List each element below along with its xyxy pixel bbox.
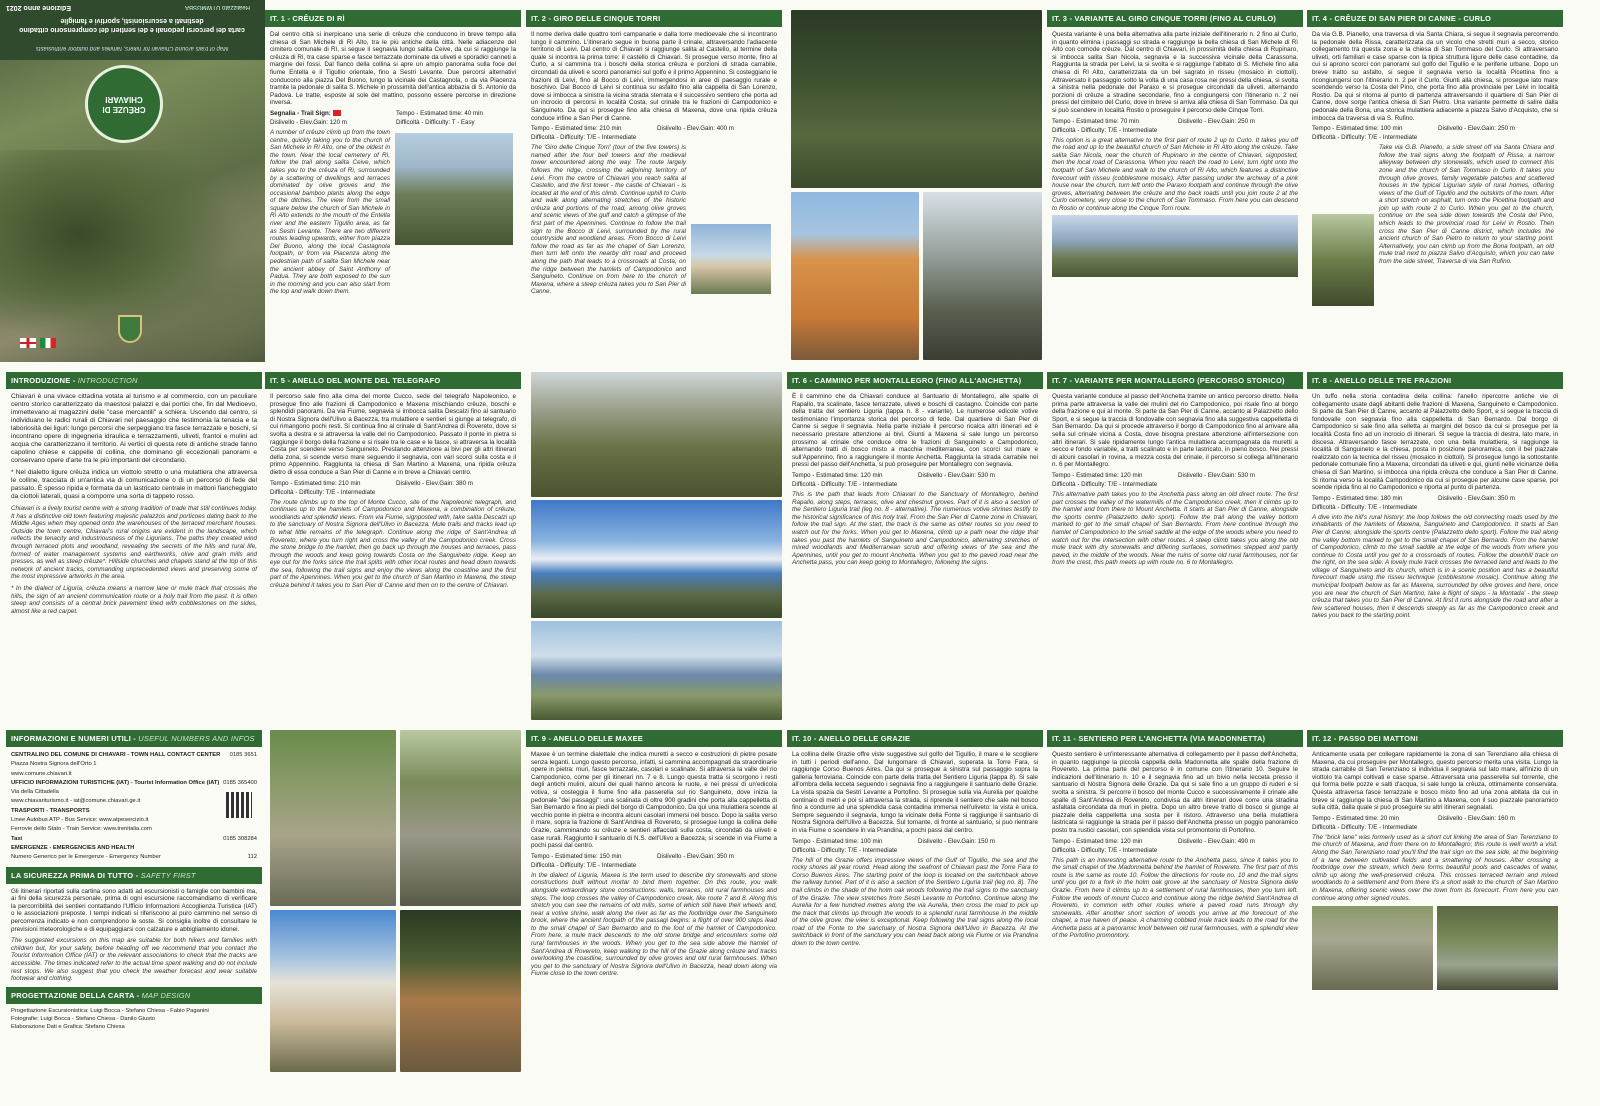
info-row: Via della Cittadella — [11, 789, 59, 796]
route-7-elev: Dislivello - Elev.Gain: 530 m — [1178, 471, 1255, 479]
info-panel — [6, 730, 262, 1100]
route-8-time: Tempo - Estimated time: 180 min — [1312, 494, 1403, 502]
route-2-elev: Dislivello - Elev.Gain: 400 m — [657, 125, 734, 133]
route-4-diff: Difficoltà - Difficulty: T/E - Intermediate — [1312, 134, 1418, 142]
route-10-panel — [787, 730, 1043, 1100]
route-10-title: IT. 10 - ANELLO DELLE GRAZIE — [787, 730, 1043, 747]
route-3-meta — [1047, 115, 1303, 137]
intro-title: INTRODUZIONE - INTRODUCTION — [6, 372, 262, 389]
route-4-panel — [1307, 10, 1563, 362]
design-title: PROGETTAZIONE DELLA CARTA - MAP DESIGN — [6, 987, 262, 1004]
route-2-time: Tempo - Estimated time: 210 min — [531, 125, 622, 133]
route-3-text-en: This option is a great alternative to the first part of route 2 up to Curlo. It takes you off the road and up to the beautiful church of San Michele in Rì Alto along the crêuze. Take salita San Nicola, near the church of Rupinaro in the centre of Chiavari, signposted, then the local road of Carassona. When you reach the road to Leivi, turn right onto the footpath of San Michele and walk to the church of Rì Alto, which features a distinctive forecourt with risseu (cobblestone mosaic). After passing under the archway of a pink house near the church, turn left onto the Paraxo footpath and continue through the olive groves, alternating between the crêuze and the back roads until you join route 2 at the Curlo cemetery, very close to the church of San Tommaso. From here you can descend to Rostio or continue along the Cinque Torri route. — [1052, 136, 1298, 212]
route-9-diff: Difficoltà - Difficulty: T/E - Intermediate — [531, 861, 637, 869]
route-6-panel — [787, 372, 1043, 720]
info-row: EMERGENZE - EMERGENCIES AND HEALTH — [11, 844, 135, 851]
info-row: CENTRALINO DEL COMUNE DI CHIAVARI - TOWN HALL CONTACT CENTER 0185 3651 — [11, 752, 257, 758]
photo-church-orange — [791, 192, 919, 360]
logo-badge — [85, 65, 163, 143]
route-6-diff: Difficoltà - Difficulty: T/E - Intermediate — [792, 480, 898, 488]
route-5-diff: Difficoltà - Difficulty: T/E - Intermediate — [270, 488, 376, 496]
route-10-text-en: The hill of the Grazie offers impressive views of the Gulf of Tigullio, the sea and the rocky shores all year round. Head along the seafront of Chiavari past the Torre Fara to Corso Buenos Aires. The starting point of the loop is located on the switchback above the railway tunnel. Part of it is also a section of the Sentiero Liguria trail (leg no. 8). The trail climbs in the shade of the holm oak woods following the trail signs to the sanctuary of the Grazie. The view stretches from Sestri Levante to Portofino. Continue along the Aurelia for a few hundred metres along the via Aurelia, then cross the road to pick up the track that climbs up through the woods to a splendid rural farmhouse in the middle of the olive grove: the view is exceptional. Keep following the trail signs along the local road of the Fonte to the sanctuary of Nostra Signora dell'Ulivo in Bacezza. At the switchback in front of the sanctuary you can head back along via Fiume or via Prandina down to the town centre. — [792, 856, 1038, 948]
safety-text-it: Gli itinerari riportati sulla cartina sono adatti ad escursionisti o famiglie con bambini ma, ai fini della sicurezza personale, prima di ogni escursione raccomandiamo di verificare la percorribilità dei sentieri contattando l'Ufficio Informazioni Accoglienza Turistica (IAT) o le associazioni preposte. I tempi indicati si riferiscono al puro cammino nel senso di percorrenza indicato e non comprendono le soste. Si consiglia inoltre di consultare le previsioni meteorologiche e di equipaggiarsi con calzature e abbigliamento idonei. — [11, 887, 257, 933]
route-1-elev: Dislivello - Elev.Gain: 120 m — [270, 118, 347, 126]
info-list — [6, 747, 262, 867]
route-12-elev: Dislivello - Elev.Gain: 160 m — [1438, 814, 1515, 822]
route-12-title: IT. 12 - PASSO DEI MATTONI — [1307, 730, 1563, 747]
route-9-time: Tempo - Estimated time: 150 min — [531, 852, 622, 860]
route-2-meta — [526, 122, 782, 144]
route-1-sign: Segnalia - Trail Sign: — [270, 109, 331, 117]
route-1-time: Tempo - Estimated time: 40 min — [396, 109, 483, 117]
route-8-title: IT. 8 - ANELLO DELLE TRE FRAZIONI — [1307, 372, 1563, 389]
route-5-elev: Dislivello - Elev.Gain: 380 m — [396, 479, 473, 487]
route-7-meta — [1047, 469, 1303, 491]
route-5-title: IT. 5 - ANELLO DEL MONTE DEL TELEGRAFO — [265, 372, 521, 389]
route-12-diff: Difficoltà - Difficulty: T/E - Intermediate — [1312, 823, 1418, 831]
route-6-title: IT. 6 - CAMMINO PER MONTALLEGRO (FINO ALL'ANCHETTA) — [787, 372, 1043, 389]
route-4-meta — [1307, 122, 1563, 144]
route-5-meta — [265, 477, 521, 499]
route-8-panel — [1307, 372, 1563, 720]
route-5-panel — [265, 372, 521, 720]
route-4-title: IT. 4 - CRÊUZE DI SAN PIER DI CANNE - CURLO — [1307, 10, 1563, 27]
credit-line: Elaborazione Dati e Grafica: Stefano Chiesa — [11, 1023, 125, 1030]
intro-title-en: INTRODUCTION — [77, 376, 138, 385]
route-12-text-en: The "brick lane" was formerly used as a short cut linking the area of San Terenziano to the church of Maxena, and from there on to Montallegro; this route is well worth a visit. Along the San Terenziano road you'll find the trail sign on the sea side, at the beginning of a lane between cultivated fields and a smattering of houses. After crossing a footbridge over the stream, which here forms beautiful pools and cascades of water, climb up along the well-preserved crêuza. This crosses terraced terrain and mixed woodlands to a settlement and from there it's a short walk to the church of San Martino in Maxena, offering scenic views over the town from its forecourt. From here you can continue along other signed routes. — [1312, 833, 1558, 902]
route-3-diff: Difficoltà - Difficulty: T/E - Intermediate — [1052, 126, 1158, 134]
photo-coast-view — [531, 621, 782, 720]
uk-flag-icon — [20, 338, 36, 348]
info-row[interactable]: www.comune.chiavari.it — [11, 770, 72, 777]
route-1-diff: Difficoltà - Difficulty: T - Easy — [396, 118, 475, 126]
info-row[interactable]: www.chiavariturismo.it - iat@comune.chiavari.ge.it — [11, 798, 141, 805]
design-title-en: MAP DESIGN — [141, 990, 191, 1000]
credit-label: Realizzato UTWMGSBA — [184, 4, 250, 10]
route-11-diff: Difficoltà - Difficulty: T/E - Intermediate — [1052, 846, 1158, 854]
route-10-time: Tempo - Estimated time: 100 min — [792, 837, 883, 845]
route-4-elev: Dislivello - Elev.Gain: 250 m — [1438, 125, 1515, 133]
logo-text: CRÊUZE DI CHIAVARI — [102, 95, 146, 114]
info-row[interactable]: Ferrovie dello Stato - Train Service: www.trenitalia.com — [11, 826, 152, 833]
route-1-photo — [395, 133, 513, 245]
route-1-text-it: Dal centro città si inerpicano una serie di crêuze che conducono in breve tempo alla chiesa di San Michele di Rì Alto, tra le più antiche della città. Nelle adiacenze del cimitero comunale di Rì, si segue il segnavia lungo salita Ceive, da cui si raggiunge la crêuza di Rì, tra case sparse e fasce terrazzate dominate da uliveti e sporadici canneti a margine dei fossi. Dal fianco della collina si apre un ampio panorama sulla foce del fiume Entella e il Tigullio orientale, fino a Sestri Levante. Due percorsi alternativi conducono alla piazza Del Buono, lungo la vicinale dei Castagnola, o da via Piacenza tramite la pedonale di salita S. Michele in prossimità dell'antica abbazia di S. Antonio da Padova. Le tratte, esposte al sole del mattino, possono essere percorse in direzione inversa. — [270, 31, 516, 107]
safety-title: LA SICUREZZA PRIMA DI TUTTO - SAFETY FIRST — [6, 867, 262, 884]
route-8-text-it: Un tuffo nella storia contadina della collina: l'anello ripercorre antiche vie di collegamento usate dagli abitanti delle frazioni di Maxena, Sanguineto e Campodonico. Si parte da San Pier di Canne, accanto al Palazzetto dello Sport, e si segue la traccia di fondovalle con segnavia fino alla cappelletta di San Bernardo. Dal borgo di Campodonico si sale fino alla selletta ai margini del bosco da cui si prosegue per la località Costa fino ad un incrocio di itinerari. Si segue la traccia di destra, lato mare, in discesa. Attraversando fasce terrazzate, con una bella mulattiera, si raggiunge la località di Sanguineto e la chiesa, posta in posizione panoramica, con il bel piazzale realizzato con la tecnica del risseu (mosaico in ciottoli). Si prosegue lungo la sottostante pedonale comunale fino a Maxena, circondati da uliveti e qui, giunti nelle vicinanze della chiesa di San Martino, si imbocca una ripida crêuza che conduce a San Pier di Canne. Si ritorna verso la località Campodonico da cui si prosegue per alcune case sparse, poi scende ripida fino al rio Campodonico e riporta al punto di partenza. — [1312, 393, 1558, 492]
route-12-panel — [1307, 730, 1563, 1100]
photo-stone-lane — [270, 730, 396, 906]
route-1-panel — [265, 10, 521, 362]
photo-sea-clouds — [531, 500, 782, 618]
info-row: Piazza Nostra Signora dell'Orto 1 — [11, 761, 97, 768]
route-5-time: Tempo - Estimated time: 210 min — [270, 479, 361, 487]
route-12-photo-path — [1312, 906, 1433, 990]
route-11-elev: Dislivello - Elev.Gain: 490 m — [1178, 837, 1255, 845]
intro-text-it: Chiavari è una vivace cittadina votata al turismo e al commercio, con un peculiare centro storico caratterizzato da maestosi palazzi e dai portici che, fin dal Medioevo, immettevano ai magazzini delle "case mercantili" a schiera. Uscendo dal centro, si individuano le radici rurali di Chiavari nel paesaggio che testimonia la tenacia e la laboriosità dei liguri: lungo percorsi che serpeggiano tra fasce terrazzate e boschi, si incontrano opere di ingegneria idraulica e terrazzamenti, uliveti, frantoi e mulini ad acqua che caratterizzano il territorio. Ai vertici di questa rete di antiche strade fanno capolino chiese e cappelle di collina, che dominano gli eccezionali panorami e conservano opere d'arte tra le più importanti del circondario. — [11, 393, 257, 464]
route-11-meta — [1047, 835, 1303, 857]
route-7-text-it: Questa variante conduce al passo dell'Anchetta tramite un antico percorso diretto. Nella prima parte attraversa la valle dei mulini del rio Campodonico, poi risale fino al borgo della frazione e qui al monte. Si parte da San Pier di Canne, accanto al Palazzetto dello Sport, e si segue la traccia di fondovalle con segnavia fino alla suggestiva cappelletta di San Bernardo. Da qui si procede attraverso il borgo di Campodonico fino al arrivare alla sella sul crinale vicina a Costa, dove bisogna prestare attenzione all'intersezione con altri itinerari. Si sale ripidamente lungo l'antica mulattiera accompagnata da muretti a secco e fondo variabile, a tratti scalinato e in parte lastricato, in pieno bosco. Nei pressi di alcuni casolari in rovina, a mezza costa del crinale, il percorso si collega all'itinerario n. 6 per Montallegro. — [1052, 393, 1298, 469]
route-9-meta — [526, 850, 782, 872]
route-12-time: Tempo - Estimated time: 20 min — [1312, 814, 1399, 822]
route-2-text-it: Il nome deriva dalle quattro torri campanarie e dalla torre medioevale che si incontrano lungo il cammino. L'itinerario segue in buona parte il crinale, attraversando l'adiacente territorio di Leivi. Dal centro di Chiavari si raggiunge salita al Castello, al termine della quale si incontra la prima torre: il castello di Chiavari. Si prosegue verso monte, fino al Curlo, a si cammina tra i boschi della storica crêuza e porzioni di strada carrabile, circondati da uliveti e scorci panoramici sul golfo e il primo Appennino. Si costeggiano le frazioni di Leivi, fino al Bocco di Leivi, immergendosi in aree di paesaggio rurale e boschivo. Dal Bocco di Leivi si continua su asfalto fino alla cappella di San Lorenzo, dove si imbocca a sinistra la vicina strada sterrata e il successivo sentiero che porta ad un incrocio di percorsi in località Costa, sul crinale tra le frazioni di Campodonico e Sanguineto. Da qui si prosegue fino alla chiesa di Maxena, dove una ripida crêuza conduce infine a San Pier di Canne. — [531, 31, 777, 122]
cover-panel — [0, 0, 265, 362]
route-8-elev: Dislivello - Elev.Gain: 350 m — [1438, 494, 1515, 502]
route-3-title: IT. 3 - VARIANTE AL GIRO CINQUE TORRI (FINO AL CURLO) — [1047, 10, 1303, 27]
photo-olive-tree — [531, 372, 782, 497]
route-10-diff: Difficoltà - Difficulty: T/E - Intermediate — [792, 846, 898, 854]
intro-text-en: Chiavari is a lively tourist centre with a strong tradition of trade that still continues today. It has a distinctive old town featuring majestic palazzos and porticoes dating back to the Middle Ages when they opened onto the warehouses of the terraced merchant houses. Outside the town centre, Chiavari's rural origins are evident in the landscape, which reflects the tenacity and industriousness of the Ligurians. The paths they created wind through terraced plots and woodland, revealing the secrets of the hills and rural life, formed of water management systems and earthworks, olive and grain mills and presses, as well as steep crêuze*. Hillside churches and chapels stand at the top of this network of ancient tracks, commanding unprecedented views and preserving some of the most impressive artworks in the area. — [11, 505, 257, 581]
intro-title-it: INTRODUZIONE — [11, 376, 71, 385]
credit-line: Fotografie: Luigi Bocca - Stefano Chiesa - Danilo Giusto — [11, 1015, 156, 1022]
italy-flag-icon — [40, 338, 56, 348]
route-9-elev: Dislivello - Elev.Gain: 350 m — [657, 852, 734, 860]
route-8-meta — [1307, 492, 1563, 514]
edition-label: Edizione anno 2021 — [6, 4, 71, 11]
route-1-meta — [265, 107, 521, 129]
info-row: Numero Generico per le Emergenze - Emergency Number 112 — [11, 854, 257, 861]
route-6-text-it: È il cammino che da Chiavari conduce al Santuario di Montallegro, alle spalle di Rapallo, tra scalinate, fasce terrazzate, uliveti e boschi di castagno. Coincide con parte della tratta del sentiero Liguria (tappa n. 8 - variante). Le numerose edicole votive testimoniano l'importanza storica del percorso di fede. Dal quartiere di San Pier di Canne si segue il segnavia. Nella parte iniziale il percorso ricalca altri itinerari ed è necessario prestare attenzione ai bivi. Giunti a Maxena si sale lungo un percorso prossimo al crinale che conduce oltre le frazioni di Sanguineto e Campodonico, alternando tratti di bosco misto a macchia mediterranea, con scorci sul mare e sull'Appennino, fino a raggiungere il monte Anchetta. Raggiunta la strada carrabile nei pressi del passo dell'Anchetta, si può proseguire per Montallegro con segnavia. — [792, 393, 1038, 469]
route-3-text-it: Questa variante è una bella alternativa alla parte iniziale dell'itinerario n. 2 fino al Curlo, in quanto elimina i passaggi su strada e raggiunge la bella chiesa di San Michele di Rì Alto con comode crêuze. Dal centro di Chiavari, in prossimità della chiesa di Rupinaro, si imbocca salita San Nicola, segnavia e la successiva vicinale della Carassona. Raggiunta la strada per Leivi, la si svolta e si raggiunge l'abitato di S. Michele fino alla chiesa di Rì Alto, caratterizzata da un bel sagrato in risseu (mosaico in ciottoli). Attraversato il passaggio sotto la volta di una casa rosa nei pressi della chiesa, si svolta a sinistra nella pedonale del Paraxo e si prosegue circondati da uliveti, alternando porzioni di crêuze a stradine secondarie, fino a congiungersi con l'itinerario n. 2 nei pressi del cimitero del Curlo, dove in breve si arriva alla chiesa di San Tommaso. Da qui si può scendere in località Rostio o proseguire il percorso delle Cinque Torri. — [1052, 31, 1298, 114]
intro-note-it: * Nel dialetto ligure crêuza indica un viottolo stretto o una mulattiera che attraversa le colline, tracciata di un'antica via di comunicazione o di un percorso di fede del passato. È spesso ripida e formata da un lastricato centrale in mattoni fiancheggiato da ciottoli laterali, quasi a comporre una sorta di tappeto rosso. — [11, 469, 257, 500]
route-7-time: Tempo - Estimated time: 120 min — [1052, 471, 1143, 479]
route-9-panel — [526, 730, 782, 1100]
credit-line: Progettazione Escursionistica: Luigi Bocca - Stefano Chiesa - Fabio Paganini — [11, 1007, 209, 1014]
route-11-title: IT. 11 - SENTIERO PER L'ANCHETTA (VIA MADONNETTA) — [1047, 730, 1303, 747]
route-11-time: Tempo - Estimated time: 120 min — [1052, 837, 1143, 845]
info-row: TRASPORTI - TRANSPORTS — [11, 807, 90, 814]
info-row[interactable]: Linee Autobus ATP - Bus Service: www.atpesercizio.it — [11, 817, 149, 824]
route-9-title: IT. 9 - ANELLO DELLE MAXEE — [526, 730, 782, 747]
route-2-panel — [526, 10, 782, 362]
info-title-en: USEFUL NUMBERS AND INFOS — [138, 734, 255, 743]
photo-stone-house — [400, 910, 521, 1072]
route-5-text-it: Il percorso sale fino alla cima del monte Cucco, sede del telegrafo Napoleonico, e prosegue fino alle frazioni di Campodonico e Maxena mischiando crêuze, boschi e splendidi panorami. Da via Fiume, segnavia si imbocca salita Descalzi fino al santuario di Nostra Signora dell'Ulivo a Bacezza, tra mulattiere e sentieri si giunge al telegrafo, di cui rimangono pochi resti. Si continua fino al crinale di Sant'Andrea di Rovereto, dove si svolta a destra e si attraversa la valle del rio Campodonico. Passato il ponte in pietra si raggiunge il borgo della frazione e si risale tra le case e le fasce, si attraversa la località Costa per scendere verso Sanguineto. Prestando attenzione ai bivi per gli altri itinerari della zona, si scende verso mare seguendo il segnavia, con vari scorci sulla costa e il primo Appennino. Raggiunta la chiesa di San Martino a Maxena, una ripida crêuza dietro di essa conduce a San Pier di Canne e in breve a Chiavari centro. — [270, 393, 516, 476]
route-9-text-it: Maxee è un termine dialettale che indica muretti a secco e costruzioni di pietre posate senza leganti. Lungo questo percorso, infatti, si cammina accompagnati da straordinarie opere in pietra: muri, fasce terrazzate, casolari e scalinate. Si attraversa la valle del rio Campodonico, come per gli itinerari nn. 7 e 8. Lungo questa tratta si scorgono i resti degli antichi mulini, alcuni dei quali hanno ancora le ruote, e nei pressi di un'edicola votiva, si costeggia il fiume fino alla passerella sul rio Sanguineto, dove inizia la pedonale "dei passaggi": una scalinata di oltre 900 gradini che porta alla cappelletta di San Bernardo e fino ai piedi del borgo di Campodonico. Da qui una mulattiera scende al vecchio ponte in pietra e incontra alcuni casolari immersi nel bosco. Dopo la salita verso il mare, sopra la frazione di Sant'Andrea di Rovereto, si prosegue lungo la collina delle Grazie, camminando su crêuze e sentieri affacciati sulla costa, circondati da uliveti e case rurali. Raggiunto il santuario di N.S. dell'Ulivo a Bacezza, si scende in via Fiume a pochi passi dal centro. — [531, 751, 777, 850]
intro-note-en: * In the dialect of Liguria, crêuza means a narrow lane or mule track that crosses the hills, the sign of an ancient communication route or a holy trail from the past. It is often steep and consists of a central brick pavement lined with cobblestones on the sides, almost like a red carpet. — [11, 584, 257, 615]
route-2-diff: Difficoltà - Difficulty: T/E - Intermediate — [531, 134, 637, 142]
route-11-text-it: Questo sentiero è un'interessante alternativa di collegamento per il passo dell'Anchetta, in quanto raggiunge la piccola cappella della Madonnetta alle spalle della frazione di Rovereto. La prima parte del percorso è in comune con l'itinerario 10. Seguire le indicazioni dell'itinerario n. 10 e il segnavia fino ad un bivio nella lecceta presso il santuario di Nostra Signora delle Grazie. Da qui si sale fino a un gruppo di ruderi e si svolta a sinistra. Si percorre il bosco del monte Cucco e successivamente il crinale alle spalle di Sant'Andrea di Rovereto, condivisa da altri itinerari dove corre una stradina asfaltata circondata da muri in pietra. Dopo un altro breve tratto di bosco si giunge al piazzale della cappelletta una sosta per il ristoro. Attraverso una bella mulattiera lastricata si raggiunge la strada per il passo dell'Anchetta presso un poggio panoramico posto tra rustici casolari, con splendida vista sul promontorio di Portofino. — [1052, 751, 1298, 834]
intro-panel — [6, 372, 262, 720]
route-4-text-en: Take via G.B. Pianello, a side street off via Santa Chiara and follow the trail signs along the footpath of Rissa, a narrow alleyway between dry stonewalls, which used to connect this zone and the church of San Tommaso in Curlo. It takes you through olive groves, family vegetable patches and scattered houses in the typical Ligurian style of rural homes, offering views of the Gulf of Tigullio and the outskirts of the town. After a short stretch on asphalt, turn onto the Picettina footpath and join up with route 2 to Curlo. When you get to the church, continue on the sea side down towards the Costa del Pino, which leads to the provincial road for Leivi in Rostio. Then cross the San Pier di Canne district, which includes the ancient church of San Pietro to return to your starting point. Alternatively, you can climb up from the Bona footpath, an old mule trail next to piazza Salvo d'Acquisto, which you can take from the side street, Traversa di via San Rufino. — [1379, 144, 1554, 266]
photo-olive-grove — [400, 730, 521, 906]
route-3-panel — [1047, 10, 1303, 362]
route-2-title: IT. 2 - GIRO DELLE CINQUE TORRI — [526, 10, 782, 27]
route-10-elev: Dislivello - Elev.Gain: 150 m — [918, 837, 995, 845]
photo-village-lane — [923, 192, 1042, 360]
info-title: INFORMAZIONI E NUMERI UTILI - USEFUL NUMBERS AND INFOS — [6, 730, 262, 747]
route-3-time: Tempo - Estimated time: 70 min — [1052, 117, 1139, 125]
route-7-title: IT. 7 - VARIANTE PER MONTALLEGRO (PERCORSO STORICO) — [1047, 372, 1303, 389]
route-1-title: IT. 1 - CRÊUZE DI RÌ — [265, 10, 521, 27]
safety-text-en: The suggested excursions on this map are suitable for both hikers and families with children but, for your safety, before heading off we recommend that you contact the Tourist Information Office (IAT) or the relevant associations to check that the tracks are accessible. The times indicated refer to the actual time spent walking and do not include rest stops. We also suggest that you check the weather forecast and wear suitable footwear and clothing. — [11, 937, 257, 983]
safety-title-en: SAFETY FIRST — [140, 870, 196, 880]
photo-church-facade — [791, 10, 1042, 188]
route-8-diff: Difficoltà - Difficulty: T/E - Intermediate — [1312, 503, 1418, 511]
route-7-text-en: This alternative path takes you to the Anchetta pass along an old direct route. The first part crosses the valley of the watermills of the Campodonico creek, then it climbs up to the hamlet and from there to Mount Anchetta. It starts at San Pier di Canne, alongside the sports centre (Palazzetto dello sport). Follow the trail along the valley bottom marked to get to the small chapel of San Bernardo. From here continue through the hamlet of Campodonico to the small saddle at the edge of the woods where you need to watch out for the intersection with other routes. A steep climb takes you along the old mule track with dry stonewalls and differing surfaces, sometimes stepped and partly paved, in the middle of the woods. Near the ruins of some old rural farmhouses, not far from the crest, this path meets up with route no. 6 to Montallegro. — [1052, 490, 1298, 567]
info-row: UFFICIO INFORMAZIONI TURISTICHE (IAT) - Tourist Information Office (IAT) 0185 365400 — [11, 779, 257, 786]
route-12-photo-stream — [1437, 906, 1558, 990]
route-7-diff: Difficoltà - Difficulty: T/E - Intermediate — [1052, 480, 1158, 488]
route-11-text-en: This path is an interesting alternative route to the Anchetta pass, since it takes you to the small chapel of the Madonnetta behind the hamlet of Rovereto. The first part of this route is the same as route 10. Follow the directions for route no. 10 and the trail signs until you get to a fork in the holm oak grove at the sanctuary of Nostra Signora delle Grazie. From here it climbs up to a settlement of rural farmhouses, then you turn left. Follow the woods of mount Cucco and continue along the ridge behind Sant'Andrea di Rovereto, in common with other routes where a paved road runs through dry stonewalls. After another short section of woods you arrive at the forecourt of the chapel, a true haven of peace. A charming cobbled mule track leads to the road for the Anchetta pass at a panoramic knoll between old rural farmhouses, with a splendid view of the Portofino promontory. — [1052, 856, 1298, 940]
qr-code-icon[interactable] — [226, 792, 252, 818]
info-title-it: INFORMAZIONI E NUMERI UTILI — [11, 734, 131, 743]
route-5-text-en: The route climbs up to the top of Monte Cucco, site of the Napoleonic telegraph, and continues up to the hamlets of Campodonico and Maxena, a combination of crêuze, woodlands and splendid views. From via Fiume, signposted with, take salita Descalzi up to the sanctuary of Nostra Signora dell'Ulivo in Bacezza. Mule trails and tracks lead up to what little remains of the telegraph. Continue along the ridge of Sant'Andrea di Rovereto, where you turn right and cross the valley of the Campodonico creek. Cross the stone bridge to the hamlet, then go back up through the houses and terraces, pass through the woods and keep going towards Costa on the Sanguineto ridge. Keep an eye out for the forks since the trail splits with other local routes and head down towards the sea, following the trail signs and enjoy the views along the coastline and the first part of the Apennines. When you get to the church of San Martino in Maxena, the steep crêuza behind it takes you to San Pier di Canne and then on to the centre of Chiavari. — [270, 498, 516, 590]
photo-chapel — [270, 910, 396, 1072]
route-2-photo — [691, 224, 771, 294]
route-3-elev: Dislivello - Elev.Gain: 250 m — [1178, 117, 1255, 125]
route-6-time: Tempo - Estimated time: 120 min — [792, 471, 883, 479]
route-12-text-it: Anticamente usata per collegare rapidamente la zona di san Terenziano alla chiesa di Maxena, da cui proseguire per Montallegro, questo percorso merita una visita. Lungo la strada carrabile di San Terenziano si individua il segnavia sul lato mare, all'inizio di un viottolo tra campi coltivati e case sparse. Attraversata una passerella sul torrente, che qui forma belle pozze e salti d'acqua, si sale lungo la crêuza, ottimamente conservata. Questa attraversa fasce terrazzate e bosco misto fino ad una zona abitata da cui in breve si raggiunge la chiesa di San Martino a Maxena, con il suo piazzale panoramico sulla città, dalla quale si può proseguire su altri itinerari segnalati. — [1312, 751, 1558, 812]
route-4-text-it: Da via G.B. Pianello, una traversa di via Santa Chiara, si segue il segnavia percorrendo la pedonale della Rissa, caratterizzata da un vicolo che stretti muri a secco, storico collegamento tra questa zona e la chiesa di San Tommaso del Curlo. Si attraversano uliveti, orti familiari e case sparse con la tipica struttura ligure delle case contadine, da cui si aprono scorci con panorami sul golfo del Tigullio e le periferie urbane. Dopo un breve tratto su asfalto, si segue il segnavia verso la località Picettina fino a ricongiungersi con l'itinerario n. 2 per il Curlo. Giunti alla chiesa, si prosegue lato mare scendendo verso la Costa del Pino, che porta fino alla provinciale per Leivi in località Rostio. Da qui si ritorna al punto di partenza attraversando il quartiere di San Pier di Canne, dove sorge l'antica chiesa di San Pietro. Una variante permette di salire dalla pedonale della Bona, una storica mulattiera adiacente a piazza Salvo d'Acquisto, che si imbocca da traversa di via S. Rufino. — [1312, 31, 1558, 122]
info-row: Taxi 0185 308284 — [11, 835, 257, 842]
route-10-text-it: La collina delle Grazie offre viste suggestive sul golfo del Tigullio, il mare e le scogliere in tutti i periodi dell'anno. Dal lungomare di Chiavari, superata la Torre Fara, si raggiunge Corso Buenos Aires. Da qui si prosegue a sinistra sul passaggio sopra la galleria ferroviaria. Coincide con parte della tratta del Sentiero Liguria (tappa 8). Si sale all'ombra della lecceta seguendo i segnavia fino a raggiungere il santuario delle Grazie. La vista spazia da Sestri Levante a Portofino. Si prosegue sulla via Aurelia per qualche centinaio di metri e poi si attraversa la strada, si riprende il sentiero che sale nel bosco fino a condurre ad una splendida casa contadina immersa nell'uliveto: la vista è unica. Sempre seguendo il segnavia, lungo la vicinale della Fonte si raggiunge il santuario di Nostra Signora dell'Ulivo a Bacezza. Sul tornante, di fronte al santuario, si può rientrare in via Fiume o scendere in via Prandina, a pochi passi dal centro. — [792, 751, 1038, 834]
route-6-text-en: This is the path that leads from Chiavari to the Sanctuary of Montallegro, behind Rapallo, along steps, terraces, olive and chestnut groves. Part of it is also a section of the Sentiero Liguria trail (leg no. 8 - alternative). The numerous votive shrines testify to the historical significance of this holy trail. From the San Pier di Canne zone in Chiavari, follow the trail sign. At the start, the track is the same as other routes so you need to watch out for the forks. When you get to Maxena, climb up a path near the ridge that takes you past the hamlets of Sanguineto and Campodonico, alternating stretches of mixed woodlands and Mediterranean scrub and offering views of the sea and the Apennines, until you get to mount Anchetta. When you get to the paved road near the Anchetta pass, you can keep going to Montallegro, following the signs. — [792, 490, 1038, 567]
cover-title-it: carta dei percorsi pedonali e dei sentieri del comprensorio cittadino destinati a escursionisti, sportivi e famiglie — [19, 17, 245, 33]
route-1-text-en: A number of crêuze climb up from the town centre, quickly taking you to the church of San Michele in Rì Alto, one of the oldest in the town. Near the local cemetery of Rì, follow the trail along salita Ceive, which takes you to the crêuza of Rì, surrounded by a scattering of dwellings and terraces dominated by olive groves and the occasional bamboo plants along the edge of the ditches. The view from the small square below the church of San Michele in Rì Alto extends to the mouth of the Entella river and the eastern Tigullio area, as far as Sestri Levante. There are two different routes leading upwards, either from piazza Del Buono, along the local Castagnola footpath, or from via Piacenza along the pedestrian path of salita San Michele near the ancient abbey of Saint Anthony of Padua. They are both exposed to the sun in the morning and you can also start from the top and walk down them. — [270, 128, 390, 296]
safety-title-it: LA SICUREZZA PRIMA DI TUTTO — [11, 870, 134, 880]
route-4-photo — [1312, 214, 1374, 306]
route-3-photo — [1052, 215, 1298, 277]
route-12-meta — [1307, 812, 1563, 834]
trail-sign-icon — [333, 110, 341, 116]
route-6-meta — [787, 469, 1043, 491]
route-6-elev: Dislivello - Elev.Gain: 530 m — [918, 471, 995, 479]
route-8-text-en: A dive into the hill's rural history: the loop follows the old connecting roads used by the inhabitants of the hamlets of Maxena, Sanguineto and Campodonico. It starts at San Pier di Canne, alongside the sports centre (Palazzetto dello sport). Follow the trail along the valley bottom marked to get to the small chapel of San Bernardo. From the hamlet of Campodonico, climb to the small saddle at the edge of the woods from where you continue to Costa until you get to a crossroads of routes. Follow the downhill track on the right, on the sea side. A lovely mule track crosses the terraced land and leads to the village of Sanguineto and its church, which is in a scenic position and has a beautiful forecourt made using the risseu technique (cobblestone mosaic). Continue along the municipal footpath below as far as Maxena, surrounded by olive groves and here, once you are near the church of San Martino, take a flight of steps - la Montada' - the steep crêuza that takes you to San Pier di Canne. At first it runs alongside the road and after a few scattered houses, then it descends steeply as far as the Campodonico creek and takes you back to the starting point. — [1312, 513, 1558, 620]
route-2-text-en: The 'Giro delle Cinque Torri' (tour of the five towers) is named after the four bell towers and the medieval tower encountered along the way. The route largely follows the ridge, crossing the adjoining territory of Leivi. From the centre of Chiavari you reach salita al Castello, and the first tower - the castle of Chiavari - is located at the end of this climb. Continue uphill to Curlo and walk along alternating stretches of the historic crêuza and portions of the road, among olive groves and scenic views of the gulf and catch a glimpse of the first part of the Apennines. Continue to follow the trail sign to the Bocco di Leivi, surrounded by the rural countryside and woodland areas. From Bocco di Leivi follow the road as far as the chapel of San Lorenzo, then turn left onto the nearby dirt road and proceed along the path that leads to a crossroads at Costa, on the ridge between the hamlets of Campodonico and Sanguineto. Continue on from here to the church of Maxena, where a steep crêuza takes you to San Pier di Canne. — [531, 144, 686, 296]
route-7-panel — [1047, 372, 1303, 720]
route-10-meta — [787, 835, 1043, 857]
design-title-it: PROGETTAZIONE DELLA CARTA — [11, 990, 135, 1000]
city-crest-icon — [118, 315, 142, 343]
route-4-time: Tempo - Estimated time: 100 min — [1312, 125, 1403, 133]
route-11-panel — [1047, 730, 1303, 1100]
cover-title-en: Map of trails around Chiavari for hikers, families and outdoor enthusiasts — [35, 45, 229, 51]
route-9-text-en: In the dialect of Liguria, Maxea is the term used to describe dry stonewalls and stone constructions built without mortar to bind them together. On this route, you walk alongside extraordinary stone constructions: walls, terraces, old rural farmhouses and steps. The loop crosses the valley of Campodonico creek, like route 7 and 8. Along this stretch you can see the remains of old mills, some of which still have their wheels and, near a votive shrine, walk along the river as far as the footbridge over the Sanguineto brook, where the ancient footpath of the passagi begins: a flight of over 900 steps lead to the small chapel of San Bernardo and to the foot of the hamlet of Campodonico. From here, a mule track descends to the old stone bridge and encounters some old rural farmhouses in the woods. When you get to the sea side above the hamlet of Sant'Andrea di Rovereto, keep walking to the hill of the Grazie along crêuze and tracks overlooking the coastline, surrounded by olive groves and old rural farmhouses. When you get to the sanctuary of Nostra Signora dell'Ulivo in Bacezza, head down along via Fiume close to the town centre. — [531, 871, 777, 978]
